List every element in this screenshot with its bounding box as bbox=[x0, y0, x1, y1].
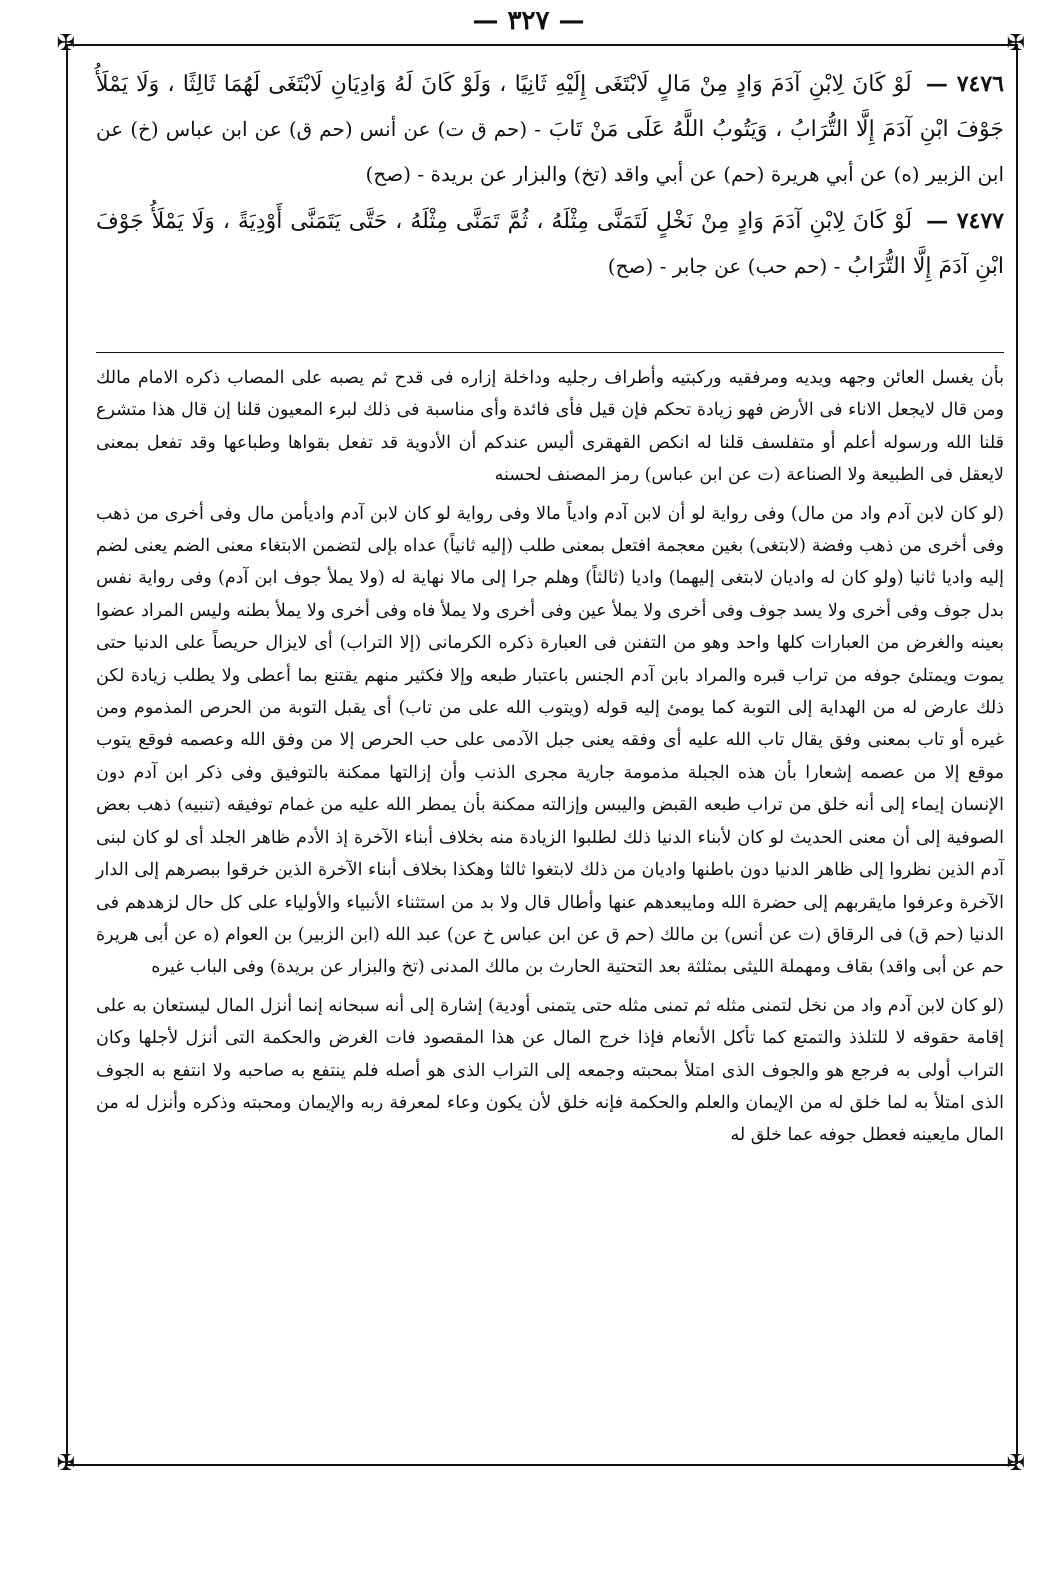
corner-ornament-icon: ✠ bbox=[56, 31, 76, 56]
hadith-entry bbox=[96, 199, 1004, 289]
corner-ornament-icon: ✠ bbox=[1006, 1451, 1026, 1476]
hadith-source: - (حم ق ت) عن أنس (حم ق) عن ابن عباس (خ) عن ابن الزبير (ه) عن أبي هريرة (حم) عن أبي واقد (تخ) والبزار عن بريدة - (صح) bbox=[96, 117, 1004, 186]
hadith-text: لَوْ كَانَ لِابْنِ آدَمَ وَادٍ مِنْ مَالٍ لَابْتَغَى إِلَيْهِ ثَانِيًا ، وَلَوْ كَانَ لَهُ وَادِيَانِ لَابْتَغَى لَهُمَا ثَالِثًا ، وَلَا يَمْلَأُ جَوْفَ ابْنِ آدَمَ إِلَّا التُّرَابُ ، وَيَتُوبُ اللَّهُ عَلَى مَنْ تَابَ bbox=[96, 72, 1005, 142]
hadith-number: ٧٤٧٦ — bbox=[925, 71, 1004, 97]
section-divider bbox=[96, 352, 1004, 353]
hadith-entry bbox=[96, 62, 1004, 197]
frame-top-border bbox=[66, 44, 1016, 46]
corner-ornament-icon: ✠ bbox=[56, 1451, 76, 1476]
frame-bottom-border bbox=[66, 1464, 1016, 1466]
hadith-number: ٧٤٧٧ — bbox=[926, 208, 1004, 234]
commentary-paragraph: بأن يغسل العائن وجهه ويديه ومرفقيه وركبتيه وأطراف رجليه وداخلة إزاره فى قدح ثم يصبه على المصاب ذكره الامام مالك ومن قال لايجعل الاناء فى الأرض فهو زيادة تحكم فإن قيل فأى فائدة وأى مناسبة فى ذلك لبرء المعيون قلنا إن قال هذا متشرع قلنا الله ورسوله أعلم أو متفلسف قلنا له انكص القهقرى أليس عندكم أن الأدوية قد تفعل بقواها وطباعها وقد تفعل بمعنى لايعقل فى الطبيعة ولا الصناعة (ت عن ابن عباس) رمز المصنف لحسنه bbox=[96, 368, 1004, 486]
frame-left-border bbox=[66, 44, 68, 1464]
hadith-source: - (حم حب) عن جابر - (صح) bbox=[607, 254, 841, 278]
hadith-text: لَوْ كَانَ لِابْنِ آدَمَ وَادٍ مِنْ نَخْلٍ لَتَمَنَّى مِثْلَهُ ، ثُمَّ تَمَنَّى مِثْلَهُ ، حَتَّى يَتَمَنَّى أَوْدِيَةً ، وَلَا يَمْلَأُ جَوْفَ ابْنِ آدَمَ إِلَّا التُّرَابُ bbox=[96, 209, 1004, 279]
page-number: — ٣٢٧ — bbox=[472, 6, 585, 36]
commentary-paragraph: (لو كان لابن آدم واد من نخل لتمنى مثله ثم تمنى مثله حتى يتمنى أودية) إشارة إلى أنه سبحانه إنما أنزل المال ليستعان به على إقامة حقوقه لا للتلذذ والتمتع كما تأكل الأنعام فإذا خرج المال عن هذا المقصود فات الغرض والحكمة التى أنزل لأجلها وكان التراب أولى به فرجع هو والجوف الذى امتلأ بمحبته وجمعه إلى التراب الذى هو أصله فلم ينتفع به صاحبه ولا انتفع به الجوف الذى امتلأ به لما خلق له من الإيمان والعلم والحكمة فإنه خلق لأن يكون وعاء لمعرفة ربه والإيمان ومحبته وذكره وأنزل له من المال مايعينه فعطل جوفه عما خلق له bbox=[96, 995, 1004, 1146]
frame-right-border bbox=[1016, 44, 1018, 1464]
commentary-paragraph: (لو كان لابن آدم واد من مال) وفى رواية لو أن لابن آدم وادياً مالا وفى رواية لو كان لابن آدم واديأمن مال وفى أخرى من ذهب وفى أخرى من ذهب وفضة (لابتغى) بغين معجمة افتعل بمعنى طلب (إليه ثانياً) عداه بإلى لتضمن الابتغاء معنى الضم يعنى لضم إليه واديا ثانيا (ولو كان له واديان لابتغى إليهما) واديا (ثالثاً) وهلم جرا إلى مالا نهاية له (ولا يملأ جوف ابن آدم) وفى رواية نفس بدل جوف وفى أخرى ولا يسد جوف وفى أخرى ولا يملأ عين وفى أخرى ولا يملأ فاه وفى أخرى ولا يملأ بطنه وليس المراد عضوا بعينه والغرض من العبارات كلها واحد وهو من التفنن فى العبارة ذكره الكرمانى (إلا التراب) أى لايزال حريصاً على الدنيا حتى يموت ويمتلئ جوفه من تراب قبره والمراد بابن آدم الجنس باعتبار طبعه وإلا فكثير منهم يقتنع بما أعطى ولا يطلب زيادة لكن ذلك عارض له من الهداية إلى التوبة كما يومئ إليه قوله (ويتوب الله على من تاب) أى يقبل التوبة من الحرص المذموم ومن غيره أو تاب بمعنى وفق يقال تاب الله عليه أى وفقه يعنى جبل الآدمى على حب الحرص إلا من وفق الله وعصمه فوقع يتوب موقع إلا من عصمه إشعارا بأن هذه الجبلة مذمومة جارية مجرى الذنب وأن إزالتها ممكنة بالتوفيق وفى ذكر ابن آدم دون الإنسان إيماء إلى أنه خلق من تراب طبعه القبض واليبس وإزالته ممكنة بأن يمطر الله عليه من غمام توفيقه (تنبيه) ذهب بعض الصوفية إلى أن معنى الحديث لو كان لأبناء الدنيا ذلك لطلبوا الزيادة منه بخلاف أبناء الآخرة إذ الأدم ظاهر الجلد أى لو كان لبنى آدم الذين نظروا إلى ظاهر الدنيا دون باطنها واديان من ذلك لابتغوا ثالثا وهكذا بخلاف أبناء الآخرة الذين خرقوا ببصرهم إلى الدار الآخرة وعرفوا مايقربهم إلى حضرة الله ومايبعدهم عنها وأطال قال ولا بد من استثناء الأنبياء والأولياء على كل حال لزهدهم فى الدنيا (حم ق) فى الرقاق (ت عن أنس) بن مالك (حم ق عن ابن عباس خ عن) عبد الله (ابن الزبير) بن العوام (ه عن أبى هريرة حم عن أبى واقد) بقاف ومهملة الليثى بمثلثة بعد التحتية الحارث بن مالك المدنى (تخ والبزار عن بريدة) وفى الباب غيره bbox=[96, 503, 1004, 978]
matn-section bbox=[96, 62, 1004, 291]
corner-ornament-icon: ✠ bbox=[1006, 31, 1026, 56]
commentary-section bbox=[96, 362, 1004, 1152]
